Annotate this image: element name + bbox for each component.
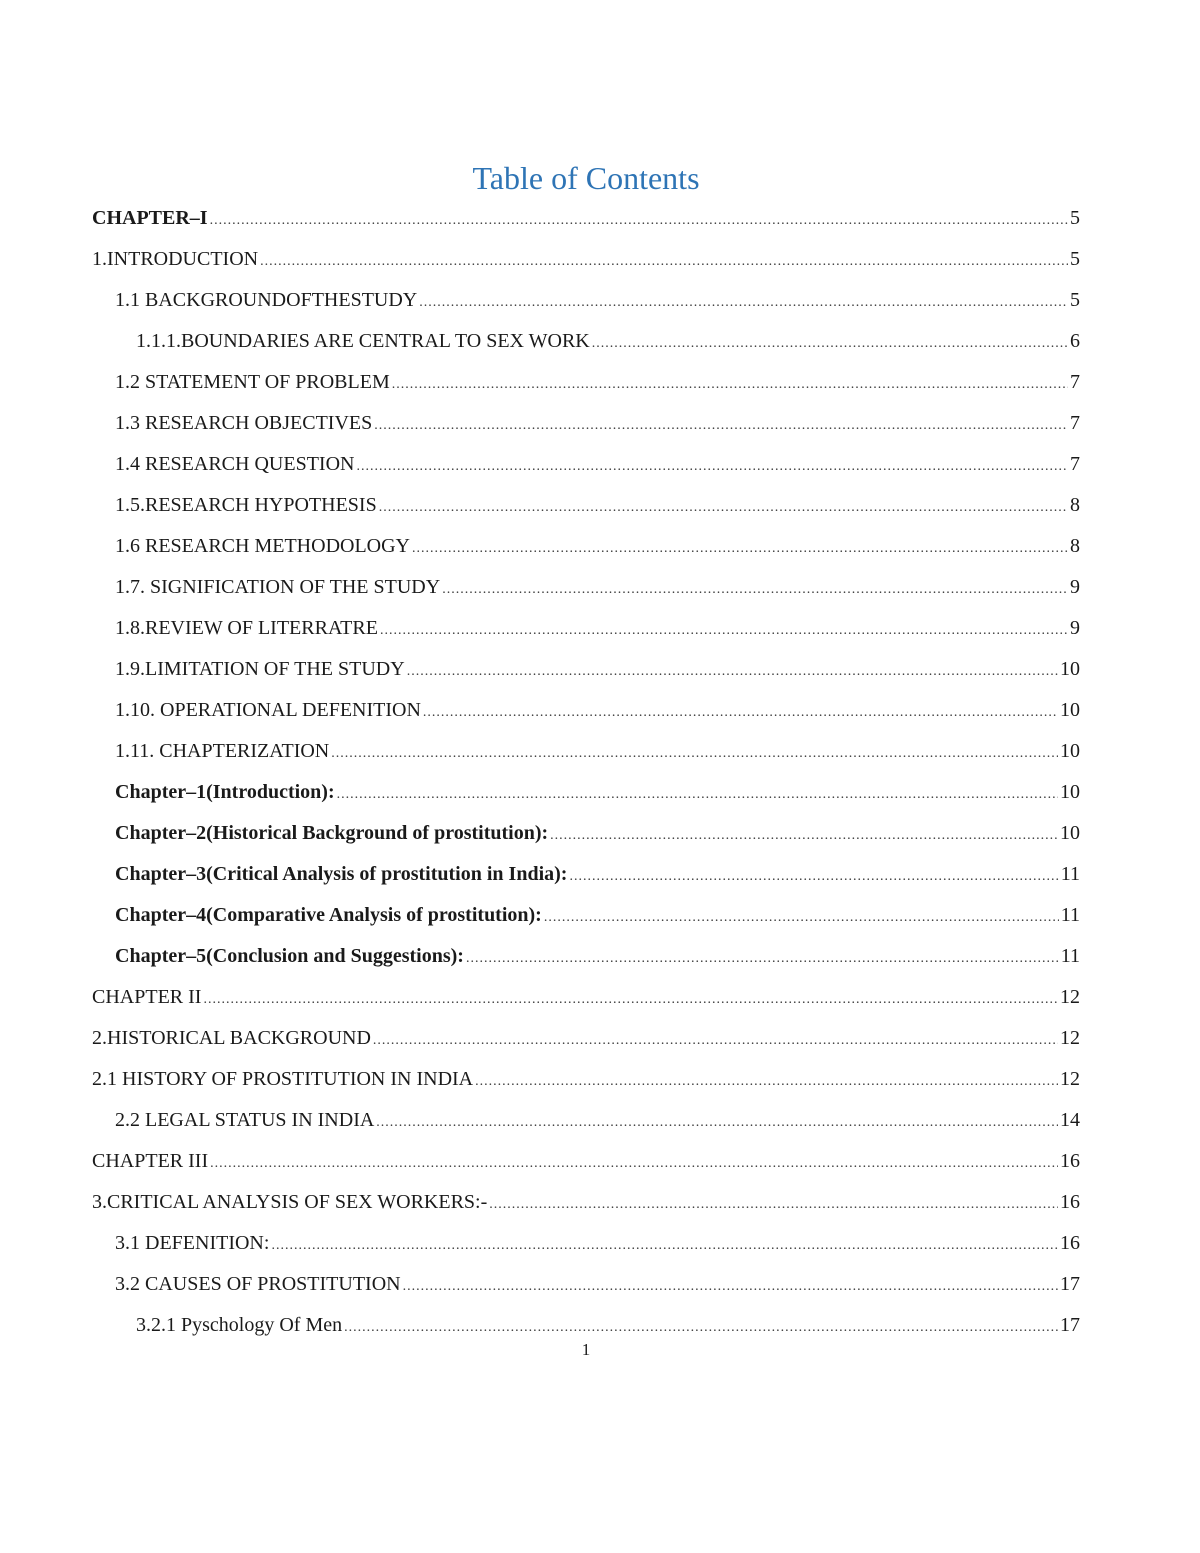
toc-entry-text: 3.CRITICAL ANALYSIS OF SEX WORKERS:- — [92, 1191, 488, 1213]
toc-entry-page: 14 — [1060, 1109, 1080, 1131]
toc-entry-text: 1.1.1.BOUNDARIES ARE CENTRAL TO SEX WORK — [136, 330, 590, 352]
toc-entry-text: 1.5.RESEARCH HYPOTHESIS — [115, 494, 377, 516]
toc-entry[interactable] — [92, 608, 1080, 649]
toc-entry[interactable] — [92, 731, 1080, 772]
toc-entry-page: 16 — [1060, 1191, 1080, 1213]
toc-entry-page: 11 — [1060, 904, 1080, 926]
toc-entry-text: 1.4 RESEARCH QUESTION — [115, 453, 355, 475]
toc-entry[interactable] — [92, 936, 1080, 977]
toc-entry[interactable] — [92, 567, 1080, 608]
page-number: 1 — [581, 1340, 591, 1359]
toc-entry-text: 1.11. CHAPTERIZATION — [115, 740, 330, 762]
toc-dot-leader — [569, 856, 1058, 897]
toc-entry-page: 16 — [1060, 1232, 1080, 1254]
toc-entry[interactable] — [92, 362, 1080, 403]
toc-entry-text: 3.1 DEFENITION: — [115, 1232, 270, 1254]
toc-entry[interactable] — [92, 854, 1080, 895]
toc-dot-leader — [592, 323, 1068, 364]
toc-title: Table of Contents — [472, 160, 700, 196]
toc-dot-leader — [423, 692, 1058, 733]
toc-entry[interactable] — [92, 1223, 1080, 1264]
toc-entry[interactable] — [92, 1100, 1080, 1141]
toc-entry[interactable] — [92, 526, 1080, 567]
toc-entry-page: 10 — [1060, 699, 1080, 721]
toc-entry[interactable] — [92, 977, 1080, 1018]
toc-entry-text: 1.INTRODUCTION — [92, 248, 259, 270]
toc-entry-text: 1.8.REVIEW OF LITERRATRE — [115, 617, 378, 639]
toc-entry-page: 11 — [1060, 945, 1080, 967]
toc-entry-page: 7 — [1070, 412, 1080, 434]
toc-dot-leader — [271, 1225, 1058, 1266]
toc-entry-page: 17 — [1060, 1273, 1080, 1295]
toc-dot-leader — [466, 938, 1059, 979]
toc-entry-page: 12 — [1060, 986, 1080, 1008]
toc-entry[interactable] — [92, 403, 1080, 444]
toc-entry-page: 7 — [1070, 371, 1080, 393]
toc-entry[interactable] — [92, 444, 1080, 485]
toc-dot-leader — [407, 651, 1058, 692]
toc-entry-text: 3.2 CAUSES OF PROSTITUTION — [115, 1273, 401, 1295]
toc-entry[interactable] — [92, 1059, 1080, 1100]
toc-dot-leader — [203, 979, 1058, 1020]
toc-entry-page: 8 — [1070, 494, 1080, 516]
toc-dot-leader — [392, 364, 1068, 405]
toc-entry[interactable] — [92, 1264, 1080, 1305]
toc-dot-leader — [380, 610, 1068, 651]
toc-dot-leader — [337, 774, 1058, 815]
toc-entry-text: CHAPTER II — [92, 986, 202, 1008]
toc-dot-leader — [550, 815, 1058, 856]
toc-entry-page: 7 — [1070, 453, 1080, 475]
toc-entry-page: 17 — [1060, 1314, 1080, 1336]
toc-entry-text: 1.6 RESEARCH METHODOLOGY — [115, 535, 410, 557]
toc-entry-page: 10 — [1060, 781, 1080, 803]
toc-entry-text: 3.2.1 Pyschology Of Men — [136, 1314, 343, 1336]
toc-entry-page: 5 — [1070, 289, 1080, 311]
toc-entry[interactable] — [92, 239, 1080, 280]
toc-entry[interactable] — [92, 813, 1080, 854]
toc-dot-leader — [412, 528, 1068, 569]
toc-entry-page: 8 — [1070, 535, 1080, 557]
toc-entry-text: 2.1 HISTORY OF PROSTITUTION IN INDIA — [92, 1068, 474, 1090]
toc-list — [92, 198, 1080, 1346]
toc-entry[interactable] — [92, 1182, 1080, 1223]
toc-entry-text: CHAPTER III — [92, 1150, 209, 1172]
toc-entry-page: 9 — [1070, 617, 1080, 639]
toc-entry[interactable] — [92, 649, 1080, 690]
toc-entry-page: 5 — [1070, 248, 1080, 270]
toc-entry-page: 10 — [1060, 658, 1080, 680]
toc-entry[interactable] — [92, 321, 1080, 362]
toc-dot-leader — [376, 1102, 1058, 1143]
toc-dot-leader — [379, 487, 1068, 528]
toc-entry[interactable] — [92, 1018, 1080, 1059]
toc-entry-text: 2.HISTORICAL BACKGROUND — [92, 1027, 371, 1049]
toc-dot-leader — [475, 1061, 1058, 1102]
toc-entry-page: 5 — [1070, 207, 1080, 229]
toc-dot-leader — [331, 733, 1058, 774]
toc-entry-text: Chapter–1(Introduction): — [115, 781, 335, 803]
toc-entry[interactable] — [92, 772, 1080, 813]
toc-entry-text: 1.2 STATEMENT OF PROBLEM — [115, 371, 390, 393]
toc-entry[interactable] — [92, 1141, 1080, 1182]
toc-dot-leader — [373, 1020, 1058, 1061]
toc-entry-text: 2.2 LEGAL STATUS IN INDIA — [115, 1109, 375, 1131]
toc-entry[interactable] — [92, 895, 1080, 936]
toc-entry-page: 10 — [1060, 740, 1080, 762]
toc-dot-leader — [419, 282, 1068, 323]
toc-entry-text: 1.10. OPERATIONAL DEFENITION — [115, 699, 421, 721]
toc-entry[interactable] — [92, 485, 1080, 526]
toc-dot-leader — [442, 569, 1068, 610]
toc-dot-leader — [260, 241, 1068, 282]
toc-entry-text: Chapter–4(Comparative Analysis of prostitution): — [115, 904, 542, 926]
toc-entry-text: CHAPTER–I — [92, 207, 208, 229]
toc-dot-leader — [489, 1184, 1058, 1225]
toc-entry-text: 1.3 RESEARCH OBJECTIVES — [115, 412, 373, 434]
toc-entry-text: Chapter–3(Critical Analysis of prostitution in India): — [115, 863, 568, 885]
toc-entry-text: Chapter–5(Conclusion and Suggestions): — [115, 945, 464, 967]
toc-entry-page: 9 — [1070, 576, 1080, 598]
toc-entry-page: 12 — [1060, 1027, 1080, 1049]
toc-entry-text: 1.9.LIMITATION OF THE STUDY — [115, 658, 405, 680]
toc-entry-page: 11 — [1060, 863, 1080, 885]
toc-dot-leader — [544, 897, 1059, 938]
toc-dot-leader — [356, 446, 1068, 487]
toc-entry[interactable] — [92, 690, 1080, 731]
toc-entry-page: 12 — [1060, 1068, 1080, 1090]
toc-entry-text: 1.1 BACKGROUNDOFTHESTUDY — [115, 289, 418, 311]
toc-entry-page: 16 — [1060, 1150, 1080, 1172]
toc-entry-text: Chapter–2(Historical Background of prostitution): — [115, 822, 549, 844]
toc-dot-leader — [210, 200, 1068, 241]
toc-entry-page: 6 — [1070, 330, 1080, 352]
toc-entry[interactable] — [92, 198, 1080, 239]
toc-entry-page: 10 — [1060, 822, 1080, 844]
toc-entry-text: 1.7. SIGNIFICATION OF THE STUDY — [115, 576, 441, 598]
toc-dot-leader — [210, 1143, 1058, 1184]
toc-dot-leader — [403, 1266, 1058, 1307]
toc-dot-leader — [374, 405, 1068, 446]
toc-entry[interactable] — [92, 280, 1080, 321]
